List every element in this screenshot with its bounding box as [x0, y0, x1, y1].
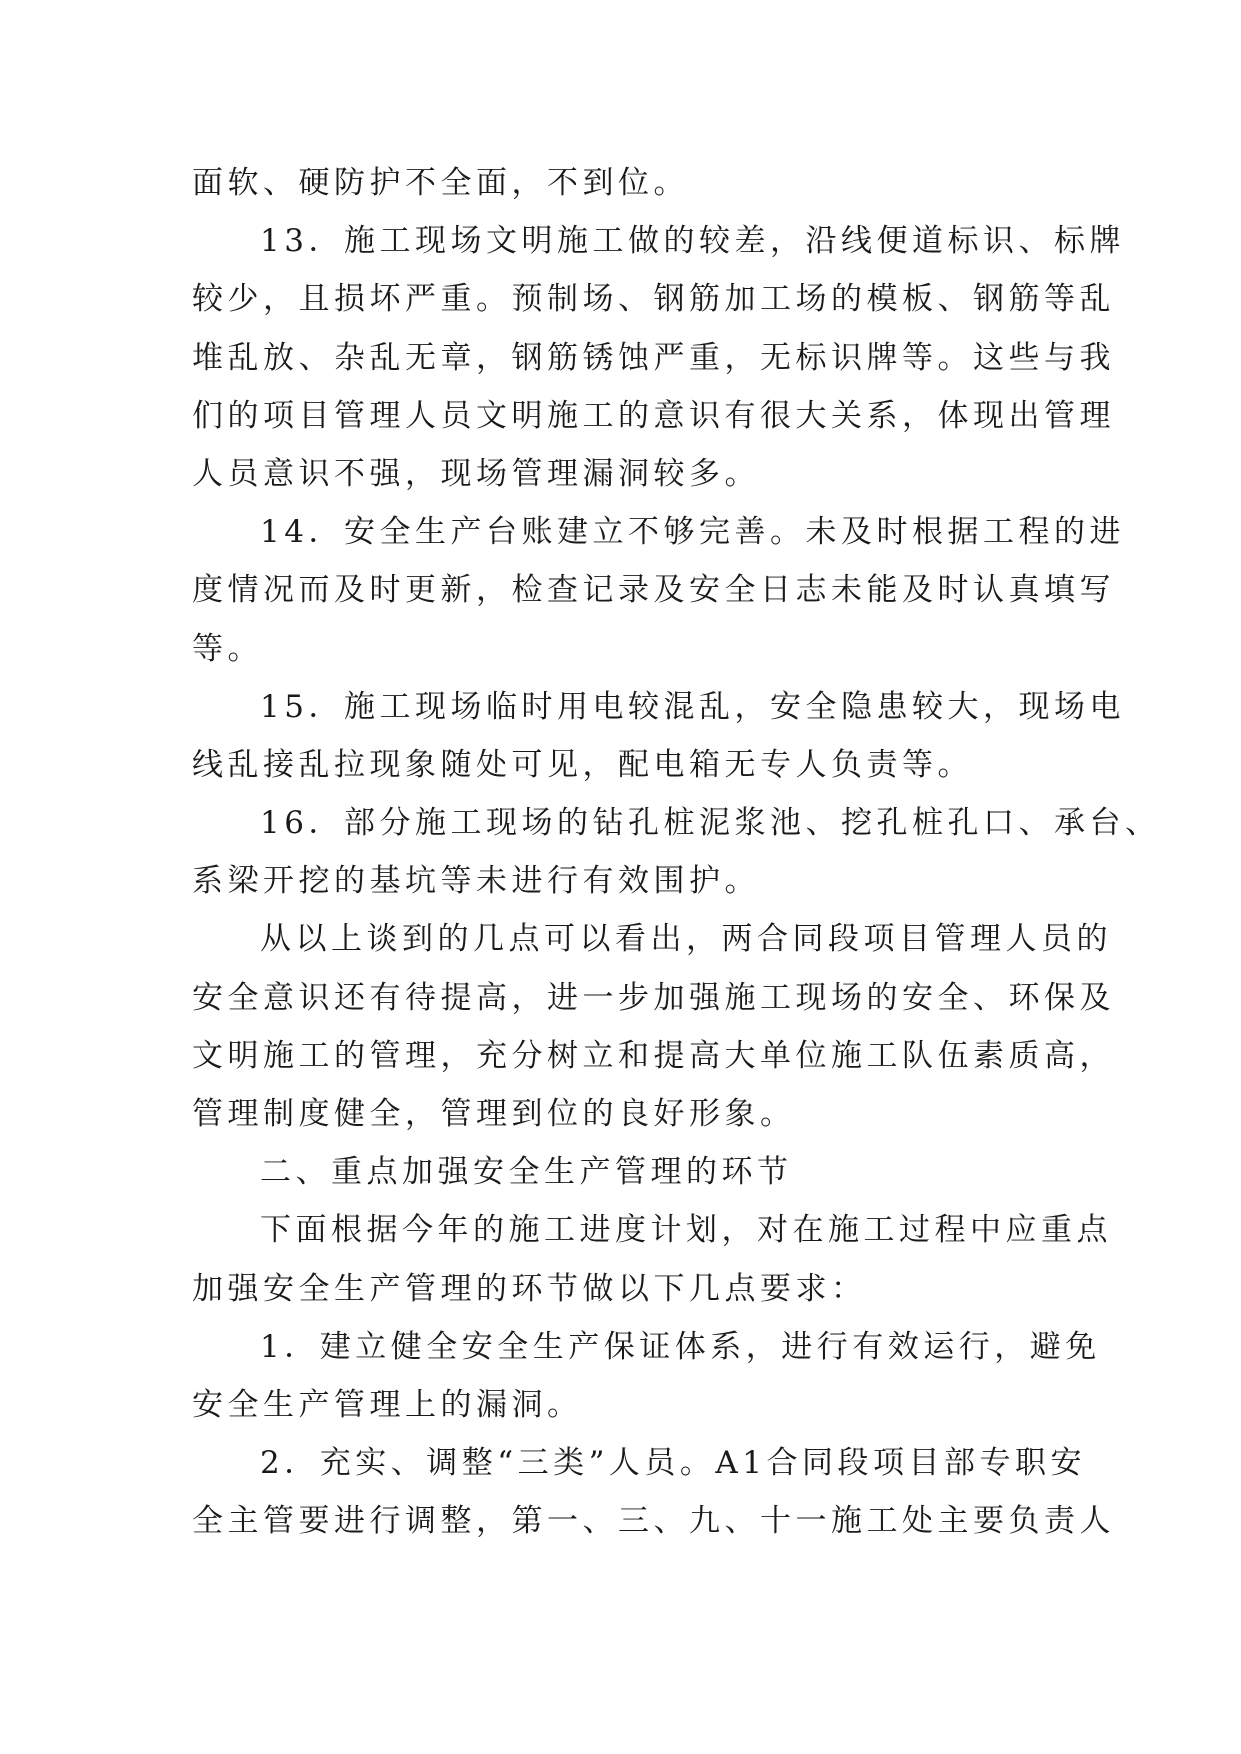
text-line: 16．部分施工现场的钻孔桩泥浆池、挖孔桩孔口、承台、	[260, 805, 1161, 842]
text-line: 14．安全生产台账建立不够完善。未及时根据工程的进	[260, 514, 1125, 551]
text-line: 全主管要进行调整，第一、三、九、十一施工处主要负责人	[192, 1503, 1115, 1540]
text-line: 人员意识不强，现场管理漏洞较多。	[192, 455, 760, 492]
text-line: 2．充实、调整“三类”人员。A1合同段项目部专职安	[260, 1445, 1087, 1482]
text-line: 文明施工的管理，充分树立和提高大单位施工队伍素质高，	[192, 1037, 1115, 1074]
text-line: 安全生产管理上的漏洞。	[192, 1386, 583, 1423]
text-line: 们的项目管理人员文明施工的意识有很大关系，体现出管理	[192, 397, 1115, 434]
text-line: 度情况而及时更新，检查记录及安全日志未能及时认真填写	[192, 572, 1115, 609]
text-line: 面软、硬防护不全面，不到位。	[192, 165, 689, 201]
text-line: 13．施工现场文明施工做的较差，沿线便道标识、标牌	[260, 223, 1125, 260]
text-line: 线乱接乱拉现象随处可见，配电箱无专人负责等。	[192, 746, 973, 783]
text-line: 下面根据今年的施工进度计划，对在施工过程中应重点	[260, 1212, 1112, 1249]
text-line: 管理制度健全，管理到位的良好形象。	[192, 1096, 796, 1132]
text-line: 系梁开挖的基坑等未进行有效围护。	[192, 863, 760, 900]
text-line: 二、重点加强安全生产管理的环节	[260, 1154, 793, 1191]
text-line: 等。	[192, 630, 263, 667]
text-line: 堆乱放、杂乱无章，钢筋锈蚀严重，无标识牌等。这些与我	[192, 339, 1115, 376]
text-line: 1．建立健全安全生产保证体系，进行有效运行，避免	[260, 1328, 1101, 1365]
text-line: 安全意识还有待提高，进一步加强施工现场的安全、环保及	[192, 979, 1115, 1016]
text-line: 从以上谈到的几点可以看出，两合同段项目管理人员的	[260, 921, 1112, 958]
text-line: 加强安全生产管理的环节做以下几点要求：	[192, 1270, 867, 1307]
text-line: 较少，且损坏严重。预制场、钢筋加工场的模板、钢筋等乱	[192, 281, 1115, 318]
document-body	[192, 154, 1161, 1551]
text-line: 15．施工现场临时用电较混乱，安全隐患较大，现场电	[260, 688, 1125, 725]
